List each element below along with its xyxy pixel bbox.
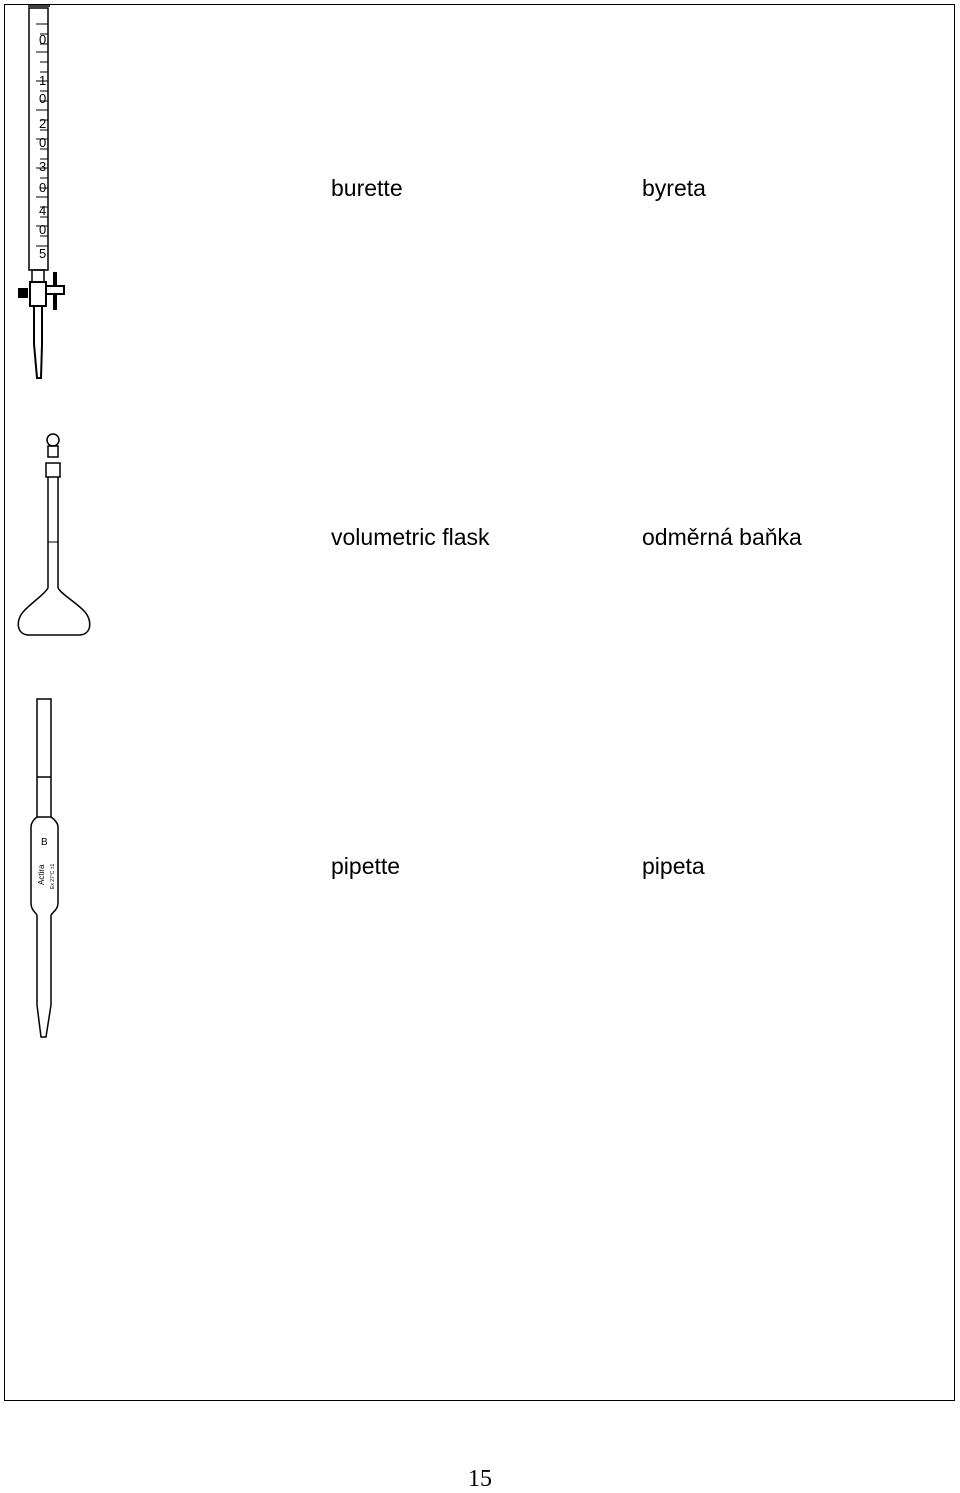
term-english: volumetric flask	[331, 524, 490, 550]
page-number: 15	[468, 1466, 492, 1492]
term-english: pipette	[331, 853, 401, 879]
burette-scale-label: 0	[39, 222, 47, 237]
burette-scale-label: 0	[39, 32, 47, 47]
burette-scale-label: 4	[39, 203, 47, 218]
burette-scale-label: 1	[39, 73, 47, 88]
pipette-icon	[20, 695, 76, 1041]
burette-scale-label: 0	[39, 91, 47, 106]
burette-scale-label: 5	[39, 246, 47, 261]
term-english: burette	[331, 175, 403, 201]
pipette-brand-label: Actira	[37, 864, 46, 885]
burette-icon	[14, 4, 74, 382]
term-czech: pipeta	[642, 853, 705, 879]
burette-scale-label: 3	[39, 159, 47, 174]
volumetric-flask-icon	[14, 430, 94, 642]
pipette-grade-label: B	[41, 837, 48, 848]
burette-scale-label: 0	[39, 135, 47, 150]
pipette-spec-label: Ex 27°C ±1	[50, 863, 56, 889]
page-frame	[4, 4, 955, 1401]
term-czech: byreta	[642, 175, 706, 201]
burette-scale-label: 2	[39, 116, 47, 131]
burette-scale-label: 0	[39, 180, 47, 195]
term-czech: odměrná baňka	[642, 524, 802, 550]
